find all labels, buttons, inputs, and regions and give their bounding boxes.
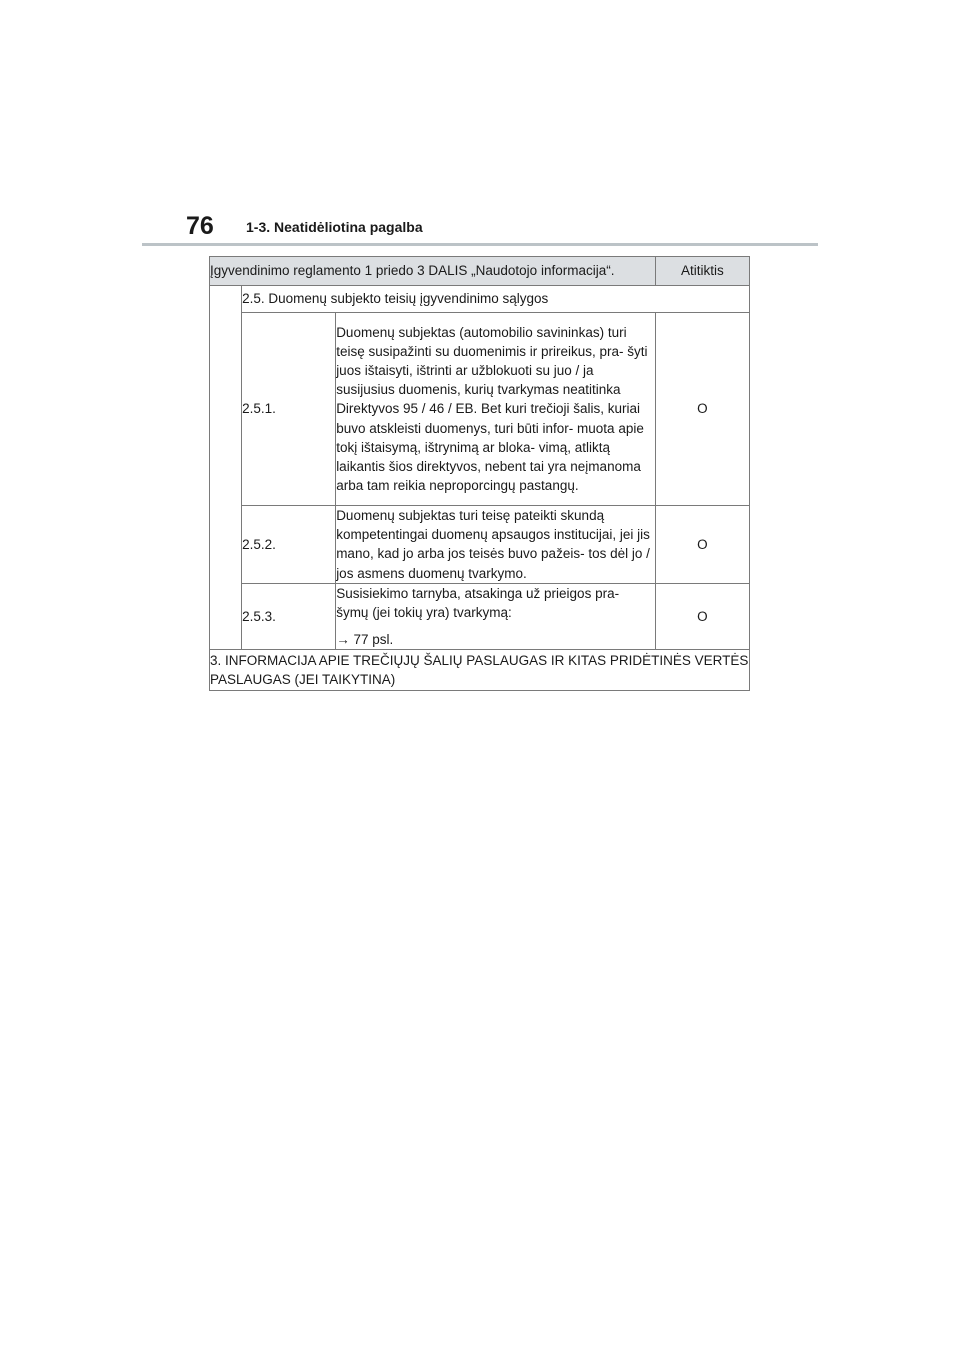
compliance-table <box>209 256 750 691</box>
table-header-row <box>210 257 750 286</box>
table-row <box>210 583 750 650</box>
table-row <box>210 506 750 584</box>
row-text-cell <box>336 583 656 650</box>
table-footer-row <box>210 650 750 691</box>
row-number: 2.5.1. <box>242 313 336 506</box>
section-title: 1-3. Neatidėliotina pagalba <box>246 219 423 235</box>
header-divider <box>142 243 818 246</box>
page-number: 76 <box>186 212 214 240</box>
row-text: Susisiekimo tarnyba, atsakinga už prieigos pra- šymų (jei tokių yra) tvarkymą: <box>336 585 620 621</box>
row-mark: O <box>655 506 749 584</box>
table-header-right: Atitiktis <box>655 257 749 286</box>
row-number: 2.5.3. <box>242 583 336 650</box>
section-3-heading: 3. INFORMACIJA APIE TREČIŲJŲ ŠALIŲ PASLAUGAS IR KITAS PRIDĖTINĖS VERTĖS PASLAUGAS (JEI TAIKYTINA) <box>210 650 750 691</box>
table-header-left: Įgyvendinimo reglamento 1 priedo 3 DALIS „Naudotojo informacija“. <box>210 257 656 286</box>
indent-cell <box>210 286 242 650</box>
row-text: Duomenų subjektas turi teisę pateikti skundą kompetentingai duomenų apsaugos institucijai, jei jis mano, kad jo arba jos teisės buvo pažeis- tos dėl jo / jos asmens duomenų tvarkymo. <box>336 506 656 584</box>
row-mark: O <box>655 583 749 650</box>
row-number: 2.5.2. <box>242 506 336 584</box>
table-row <box>210 313 750 506</box>
subsection-title: 2.5. Duomenų subjekto teisių įgyvendinimo sąlygos <box>242 286 750 313</box>
page-reference: → 77 psl. <box>336 632 394 648</box>
row-mark: O <box>655 313 749 506</box>
row-text: Duomenų subjektas (automobilio savininkas) turi teisę susipažinti su duomenimis ir prireikus, pra- šyti juos ištaisyti, ištrinti ar užblokuoti su juo / ja susijusius duomenis, kurių tvarkymas neatitinka Direktyvos 95 / 46 / EB. Bet kuri trečioji šalis, kuriai buvo atskleisti duomenys, turi būti infor- muota apie tokį ištaisymą, ištrynimą ar bloka- vimą, atliktą laikantis šios direktyvos, nebent tai yra neįmanoma arba tam reikia neproporcingų pastangų. <box>336 313 656 506</box>
table-subsection-row <box>210 286 750 313</box>
